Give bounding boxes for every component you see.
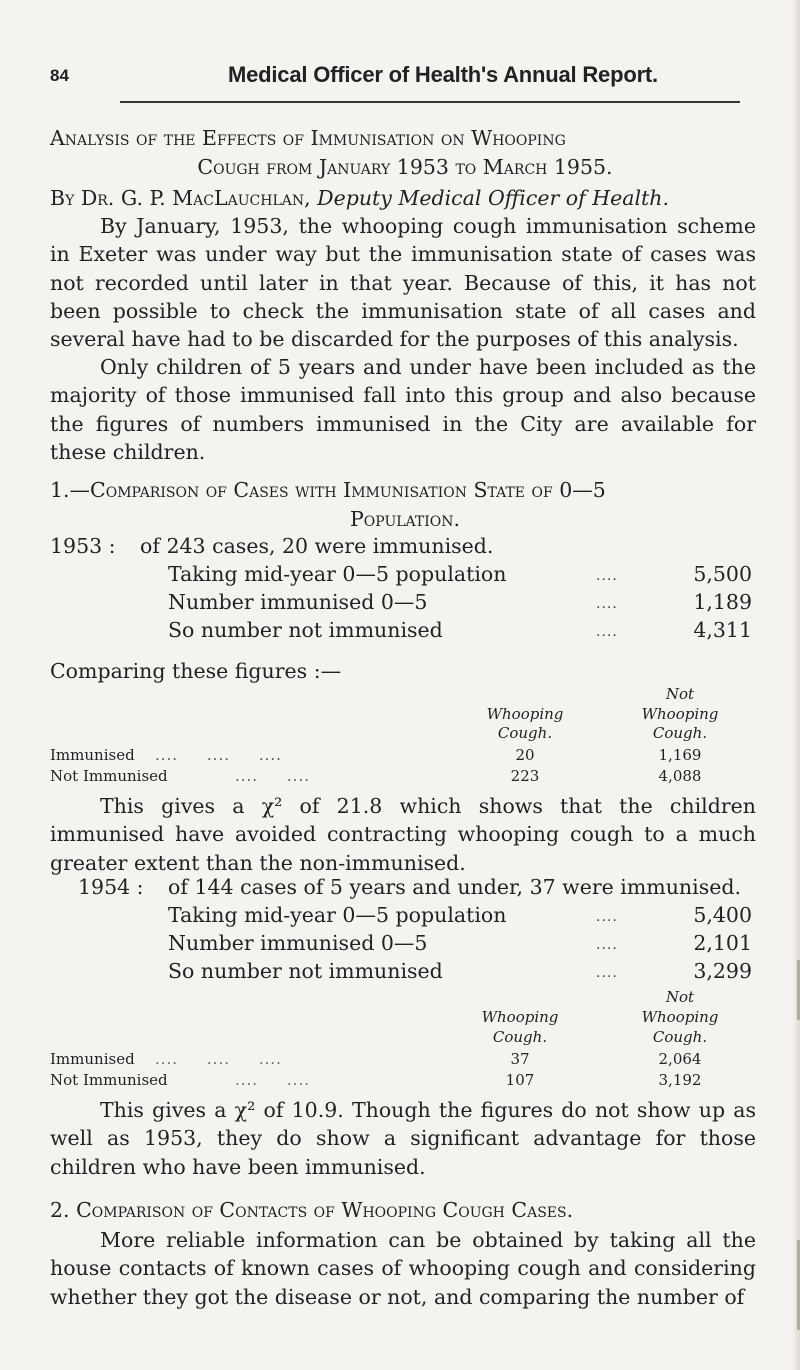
y1953-table-cell: 1,169: [658, 746, 702, 764]
leader-dots: ....: [596, 596, 618, 612]
year-1954-label: 1954 :: [78, 875, 144, 899]
y1954-col2-head-2: Cough.: [652, 1028, 708, 1046]
y1954-row-population-label: Taking mid-year 0—5 population: [168, 903, 507, 927]
y1953-row-population-value: 5,500: [693, 562, 752, 586]
y1953-row-not-immunised-label: So number not immunised: [168, 618, 443, 642]
y1954-result-paragraph: This gives a χ² of 10.9. Though the figures do not show up as well as 1953, they do show a significant advantage for those children who have been immunised.: [50, 1098, 756, 1179]
byline: [50, 184, 760, 213]
y1953-table-cell: 223: [510, 767, 540, 785]
page-number: 84: [50, 66, 69, 85]
year-1954-intro: of 144 cases of 5 years and under, 37 were immunised.: [168, 875, 741, 899]
y1954-col2-head-not: Not: [665, 988, 695, 1006]
y1954-table-cell: 107: [505, 1071, 535, 1089]
y1954-row-population-value: 5,400: [693, 903, 752, 927]
running-header: Medical Officer of Health's Annual Report.: [228, 62, 658, 87]
leader-dots: .... ....: [235, 767, 310, 785]
intro-paragraph-2: Only children of 5 years and under have been included as the majority of those immunised fall into this group and also because the figures of numbers immunised in the City are available for these children.: [50, 355, 756, 464]
y1953-row-immunised-label: Number immunised 0—5: [168, 590, 428, 614]
y1953-col2-head-not: Not: [665, 685, 695, 703]
y1953-col1-head-2: Cough.: [497, 724, 553, 742]
year-1953-label: 1953 :: [50, 534, 116, 558]
y1954-row-immunised-label: Number immunised 0—5: [168, 931, 428, 955]
y1953-table-cell: 4,088: [658, 767, 702, 785]
leader-dots: .... ....: [235, 1071, 310, 1089]
y1954-table-row-label: Not Immunised: [50, 1071, 168, 1089]
comparing-text: Comparing these figures :—: [50, 659, 342, 683]
leader-dots: ....: [596, 937, 618, 953]
leader-dots: .... .... ....: [155, 1050, 282, 1068]
y1953-row-immunised-value: 1,189: [693, 590, 752, 614]
y1954-row-not-immunised-value: 3,299: [693, 959, 752, 983]
y1953-col1-head-1: Whooping: [486, 705, 564, 723]
leader-dots: ....: [596, 624, 618, 640]
section2-heading: 2. Comparison of Contacts of Whooping Cough Cases.: [50, 1198, 574, 1222]
section1-heading-line1: 1.—Comparison of Cases with Immunisation State of 0—5: [50, 478, 606, 502]
year-1953-intro: of 243 cases, 20 were immunised.: [140, 534, 494, 558]
y1954-table-row-label: Immunised: [50, 1050, 135, 1068]
y1954-row-not-immunised-label: So number not immunised: [168, 959, 443, 983]
y1954-col1-head-2: Cough.: [492, 1028, 548, 1046]
byline-author: By Dr. G. P. MacLauchlan,: [50, 186, 318, 210]
y1954-col2-head-1: Whooping: [641, 1008, 719, 1026]
y1953-table-row-label: Not Immunised: [50, 767, 168, 785]
header-rule: [120, 101, 740, 103]
section1-heading-line2: Population.: [350, 507, 460, 531]
leader-dots: ....: [596, 909, 618, 925]
y1954-table-cell: 2,064: [658, 1050, 702, 1068]
y1954-row-immunised-value: 2,101: [693, 931, 752, 955]
y1953-col2-head-2: Cough.: [652, 724, 708, 742]
y1954-table-cell: 3,192: [658, 1071, 702, 1089]
y1953-result-paragraph: This gives a χ² of 21.8 which shows that the children immunised have avoided contracting whooping cough to a much greater extent than the non-immunised.: [50, 794, 756, 875]
y1953-row-not-immunised-value: 4,311: [693, 618, 752, 642]
byline-role: Deputy Medical Officer of Health.: [317, 186, 669, 210]
y1954-table-cell: 37: [510, 1050, 530, 1068]
leader-dots: ....: [596, 568, 618, 584]
intro-paragraph-1: By January, 1953, the whooping cough immunisation scheme in Exeter was under way but the immunisation state of cases was not recorded until later in that year. Because of this, it has not been possible to check the immunisation state of all cases and several have had to be discarded for the purposes of this analysis.: [50, 214, 756, 352]
section2-paragraph: More reliable information can be obtained by taking all the house contacts of known cases of whooping cough and considering whether they got the disease or not, and comparing the number of: [50, 1228, 756, 1309]
y1953-table-row-label: Immunised: [50, 746, 135, 764]
article-title-line2: Cough from January 1953 to March 1955.: [197, 155, 613, 179]
article-title-line1: Analysis of the Effects of Immunisation on Whooping: [50, 126, 566, 150]
leader-dots: ....: [596, 965, 618, 981]
y1954-col1-head-1: Whooping: [481, 1008, 559, 1026]
leader-dots: .... .... ....: [155, 746, 282, 764]
y1953-row-population-label: Taking mid-year 0—5 population: [168, 562, 507, 586]
page-edge-shadow: [792, 0, 800, 1370]
y1953-table-cell: 20: [515, 746, 535, 764]
y1953-col2-head-1: Whooping: [641, 705, 719, 723]
